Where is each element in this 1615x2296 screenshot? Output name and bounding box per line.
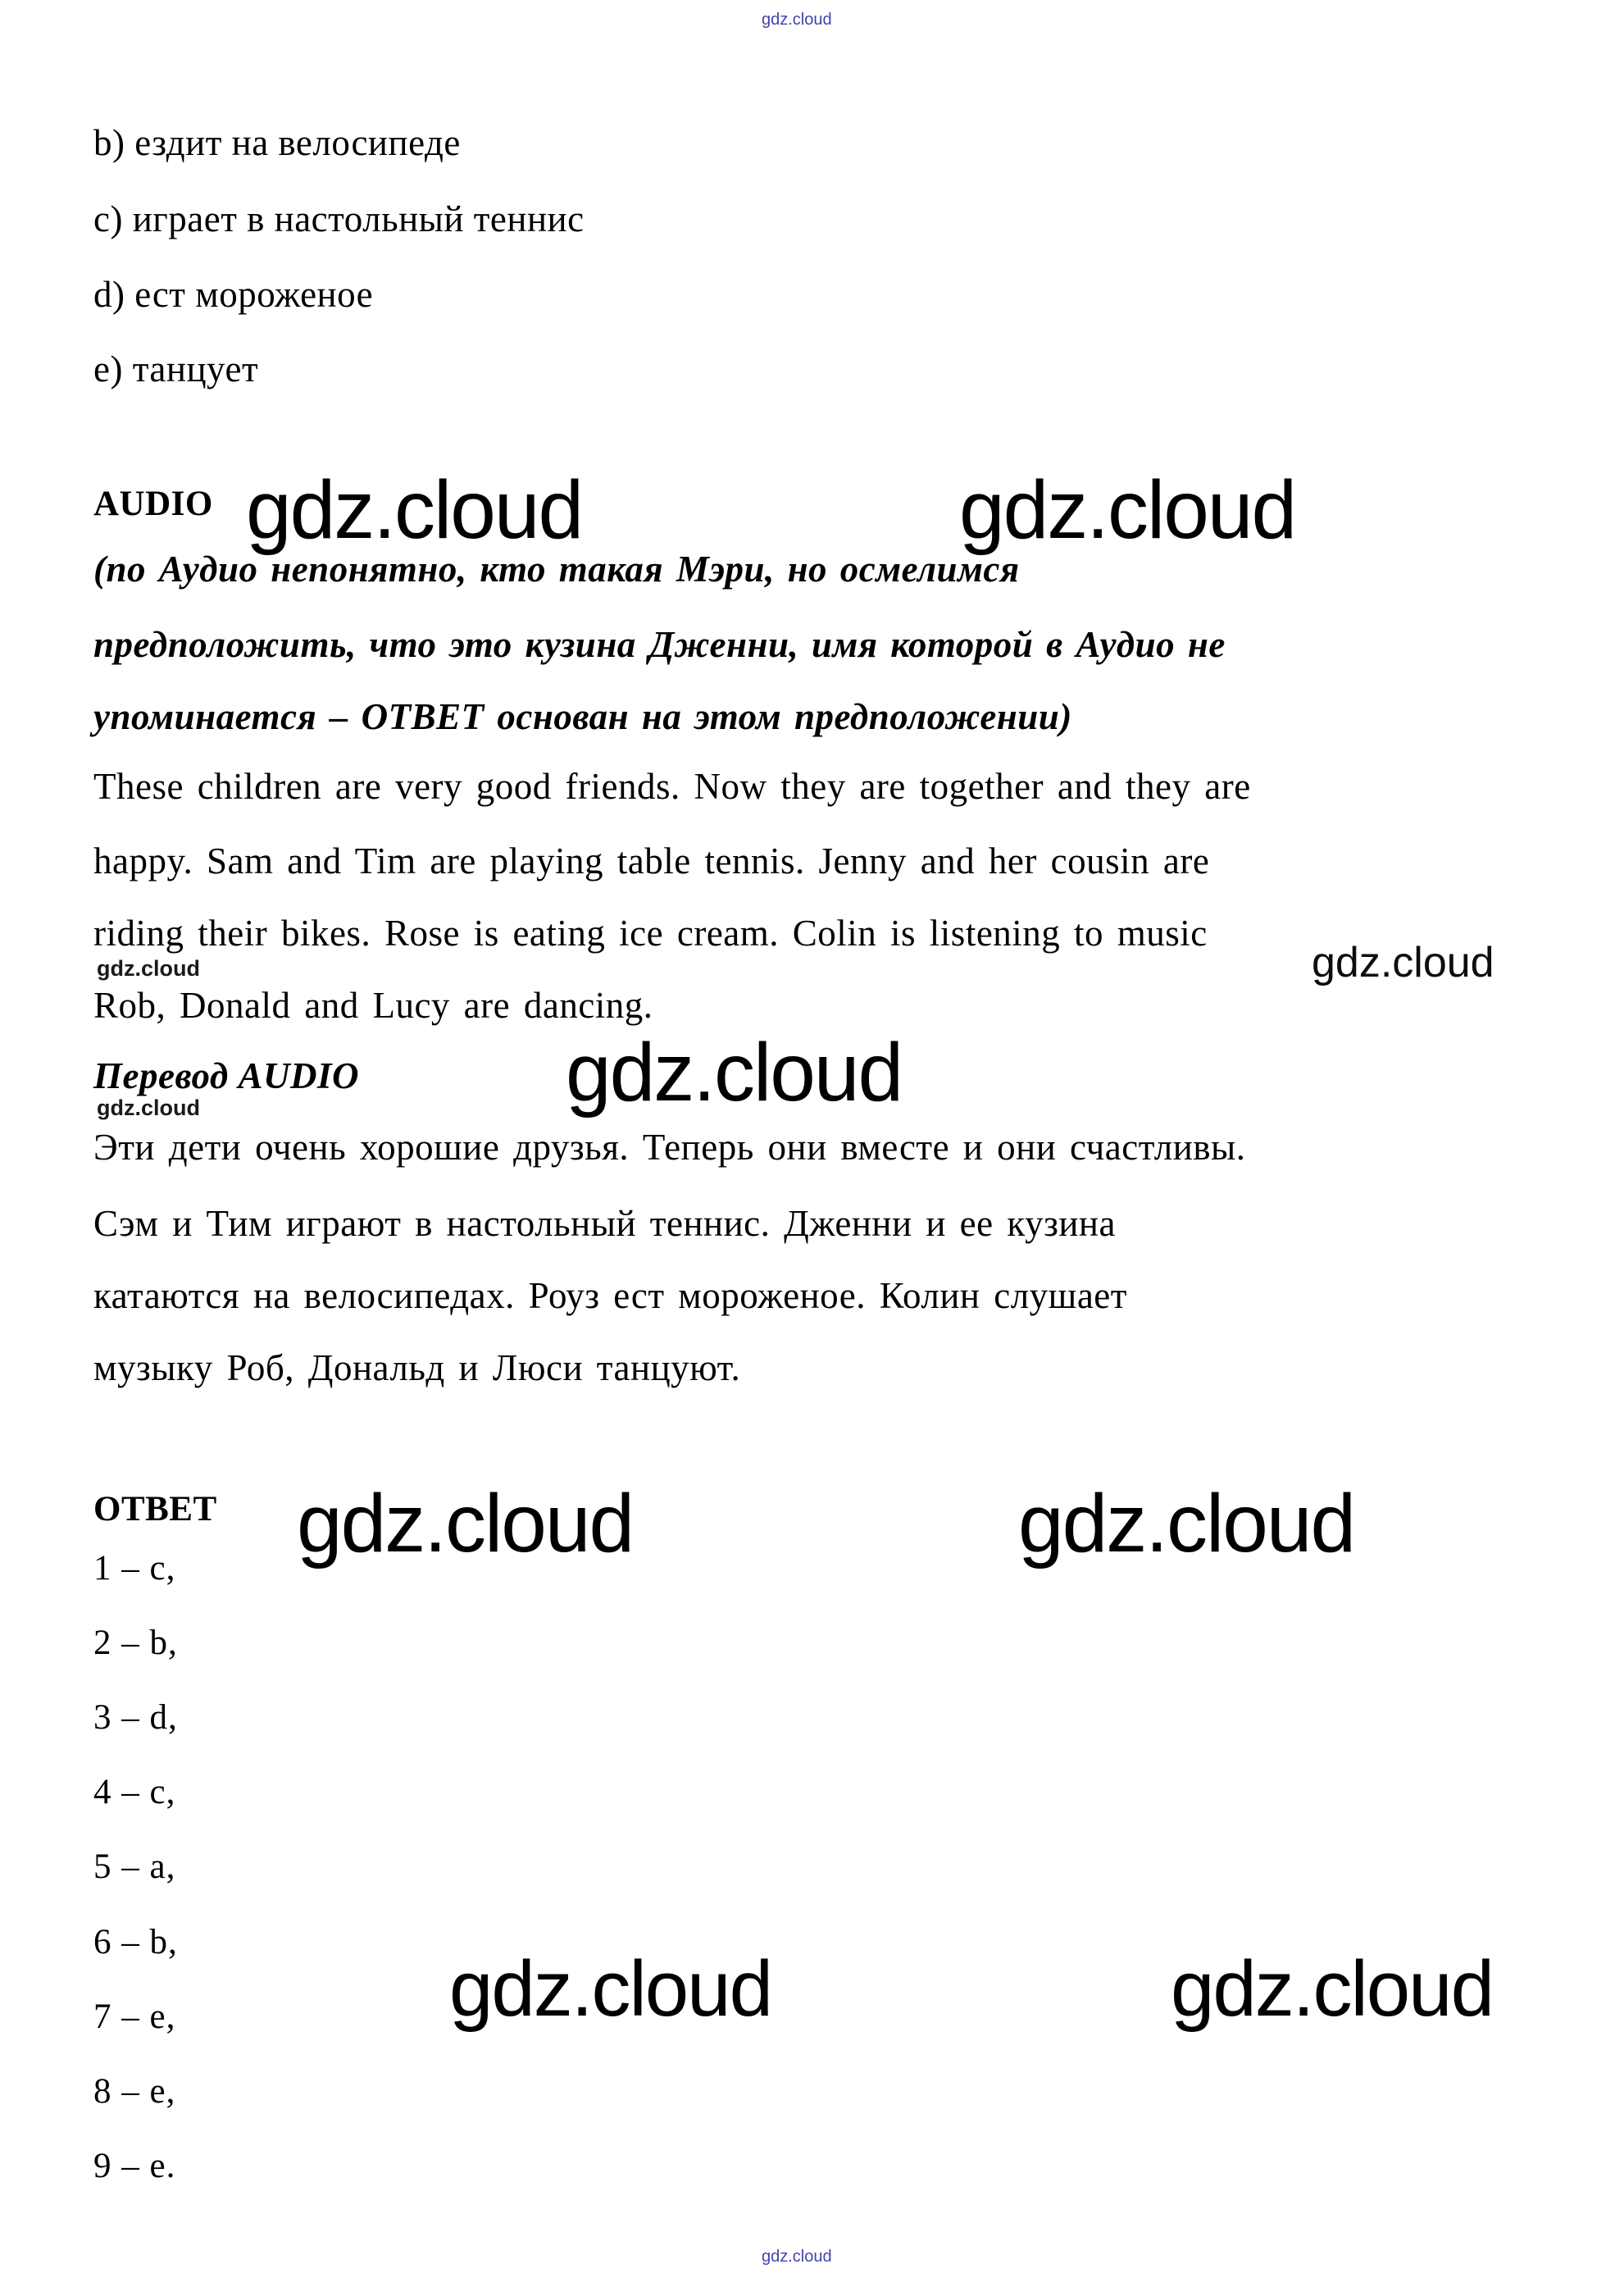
translation-line-4: музыку Роб, Дональд и Люси танцуют. <box>93 1347 741 1388</box>
watermark-tiny-top: gdz.cloud <box>762 11 832 29</box>
answer-item-9: 9 – e. <box>93 2147 176 2185</box>
answer-item-7: 7 – e, <box>93 1998 176 2036</box>
translation-heading: Перевод AUDIO <box>93 1055 359 1096</box>
watermark-small-2: gdz.cloud <box>97 1096 200 1120</box>
watermark-large-3: gdz.cloud <box>566 1027 903 1118</box>
option-line-d: d) ест мороженое <box>93 274 374 315</box>
option-line-b: b) ездит на велосипеде <box>93 122 461 163</box>
answer-item-6: 6 – b, <box>93 1923 178 1961</box>
answer-item-3: 3 – d, <box>93 1698 178 1737</box>
watermark-large-6: gdz.cloud <box>449 1945 771 2033</box>
audio-text-line-2: happy. Sam and Tim are playing table tennis. Jenny and her cousin are <box>93 840 1210 882</box>
audio-note-line-1: (по Аудио непонятно, кто такая Мэри, но осмелимся <box>93 549 1020 590</box>
audio-note-line-3: упоминается – ОТВЕТ основан на этом предположении) <box>93 696 1072 737</box>
audio-note-line-2: предположить, что это кузина Дженни, имя которой в Аудио не <box>93 624 1226 665</box>
answers-heading: ОТВЕТ <box>93 1490 217 1528</box>
translation-line-1: Эти дети очень хорошие друзья. Теперь они вместе и они счастливы. <box>93 1127 1246 1168</box>
watermark-medium-right: gdz.cloud <box>1312 939 1494 986</box>
translation-line-3: катаются на велосипедах. Роуз ест мороженое. Колин слушает <box>93 1275 1127 1316</box>
watermark-large-4: gdz.cloud <box>297 1478 634 1569</box>
option-line-c: c) играет в настольный теннис <box>93 198 585 239</box>
watermark-large-7: gdz.cloud <box>1171 1945 1493 2033</box>
answer-item-1: 1 – c, <box>93 1549 176 1588</box>
answer-item-8: 8 – e, <box>93 2072 176 2111</box>
audio-text-line-4: Rob, Donald and Lucy are dancing. <box>93 985 653 1026</box>
watermark-large-1: gdz.cloud <box>246 464 583 556</box>
answer-item-2: 2 – b, <box>93 1624 178 1662</box>
watermark-tiny-bottom: gdz.cloud <box>762 2248 832 2266</box>
watermark-large-5: gdz.cloud <box>1018 1478 1355 1569</box>
answer-item-4: 4 – c, <box>93 1773 176 1811</box>
audio-heading: AUDIO <box>93 485 213 523</box>
translation-line-2: Сэм и Тим играют в настольный теннис. Дженни и ее кузина <box>93 1203 1116 1244</box>
answer-item-5: 5 – a, <box>93 1847 176 1886</box>
audio-text-line-1: These children are very good friends. Now they are together and they are <box>93 766 1251 807</box>
watermark-large-2: gdz.cloud <box>959 464 1296 556</box>
audio-text-line-3: riding their bikes. Rose is eating ice cream. Colin is listening to music <box>93 913 1208 954</box>
watermark-small-1: gdz.cloud <box>97 956 200 981</box>
option-line-e: e) танцует <box>93 348 259 390</box>
